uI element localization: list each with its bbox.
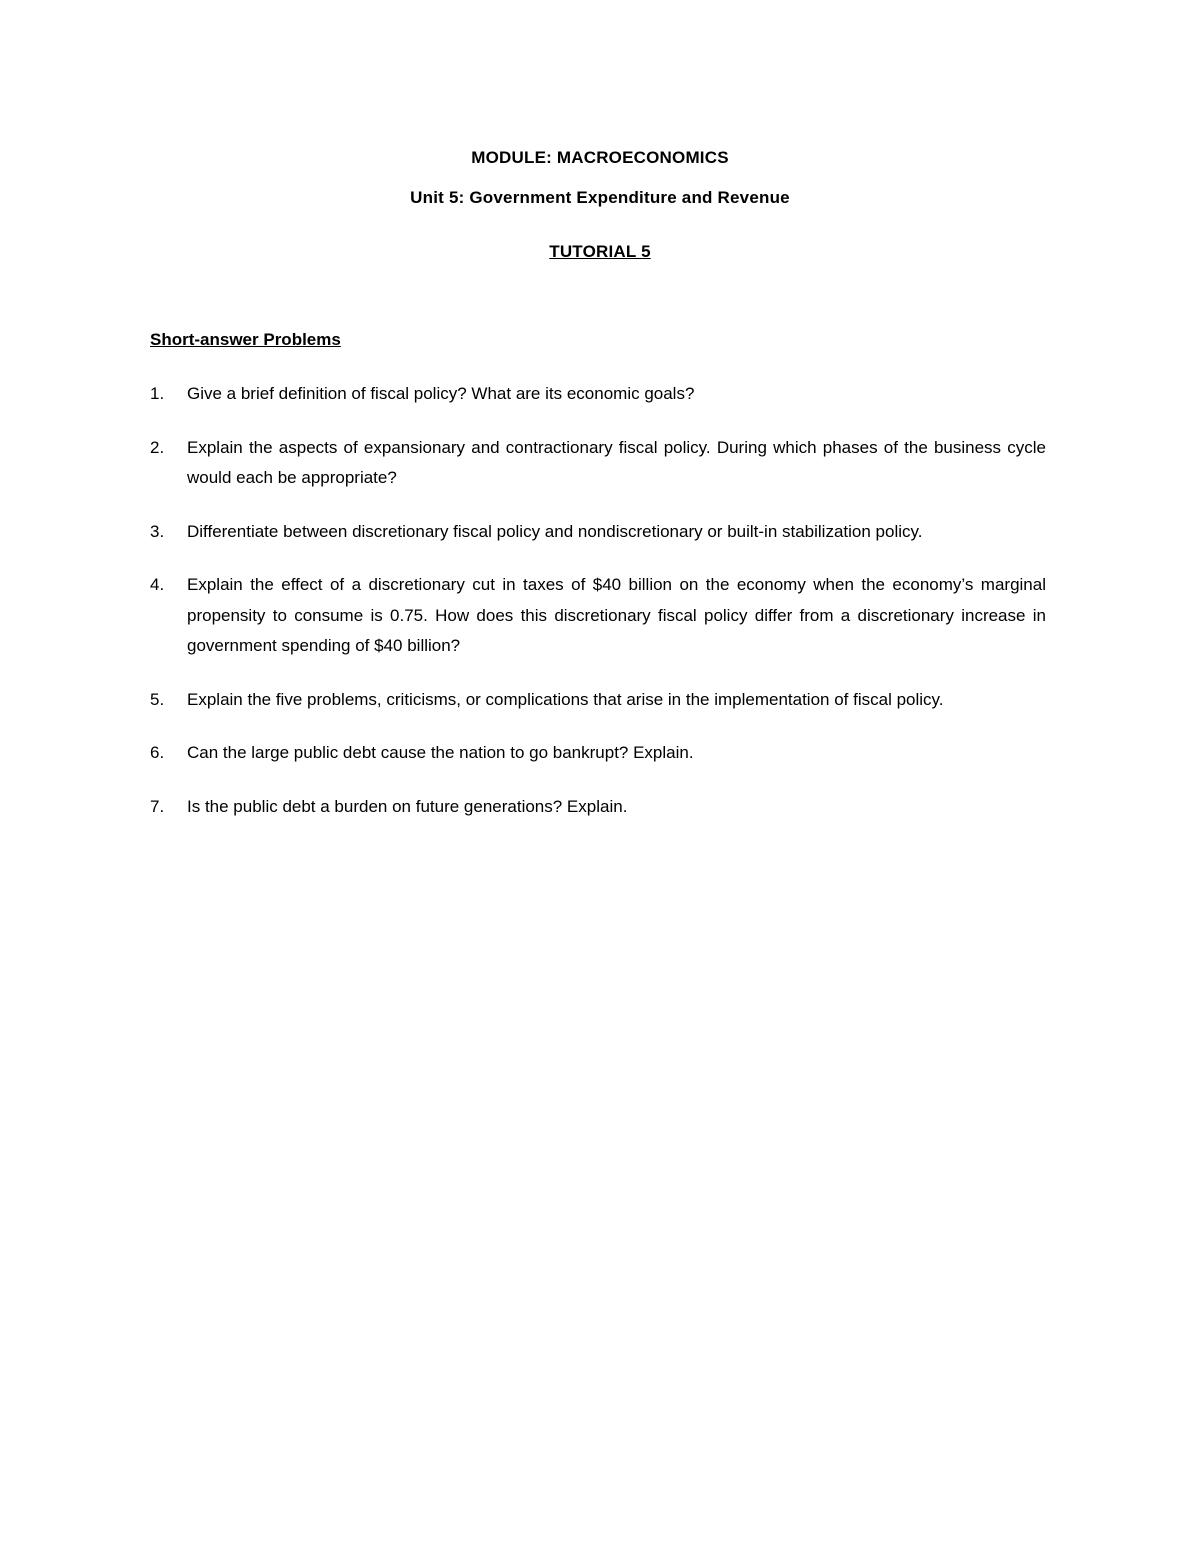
question-list	[150, 379, 1046, 845]
question-number: 4.	[150, 575, 165, 594]
question-number: 5.	[150, 689, 165, 709]
question-number: 3.	[150, 521, 165, 541]
question-item	[150, 379, 1046, 410]
question-text: Differentiate between discretionary fiscal policy and nondiscretionary or built-in stabilization policy.	[187, 521, 923, 541]
question-item	[150, 570, 1046, 662]
question-number: 2.	[150, 437, 165, 457]
module-title: MODULE: MACROECONOMICS	[471, 148, 729, 167]
question-item	[150, 517, 1046, 548]
question-text: Explain the aspects of expansionary and contractionary fiscal policy. During which phases of the business cycle would each be appropriate?	[187, 437, 1046, 487]
question-number: 7.	[150, 796, 165, 816]
section-heading: Short-answer Problems	[150, 330, 341, 349]
tutorial-title: TUTORIAL 5	[549, 242, 651, 261]
unit-title: Unit 5: Government Expenditure and Revenue	[410, 188, 790, 207]
question-text: Explain the five problems, criticisms, or complications that arise in the implementation of fiscal policy.	[187, 689, 944, 709]
question-text: Can the large public debt cause the nation to go bankrupt? Explain.	[187, 743, 694, 762]
question-item	[150, 685, 1046, 716]
question-item	[150, 738, 1046, 769]
question-text: Give a brief definition of fiscal policy? What are its economic goals?	[187, 384, 695, 403]
question-item	[150, 433, 1046, 494]
question-text: Explain the effect of a discretionary cut in taxes of $40 billion on the economy when the economy’s marginal propensity to consume is 0.75. How does this discretionary fiscal policy differ from a discretionary increase in government spending of $40 billion?	[187, 575, 1046, 655]
question-item	[150, 792, 1046, 823]
question-number: 6.	[150, 743, 165, 762]
question-text: Is the public debt a burden on future generations? Explain.	[187, 796, 628, 816]
question-number: 1.	[150, 384, 165, 403]
